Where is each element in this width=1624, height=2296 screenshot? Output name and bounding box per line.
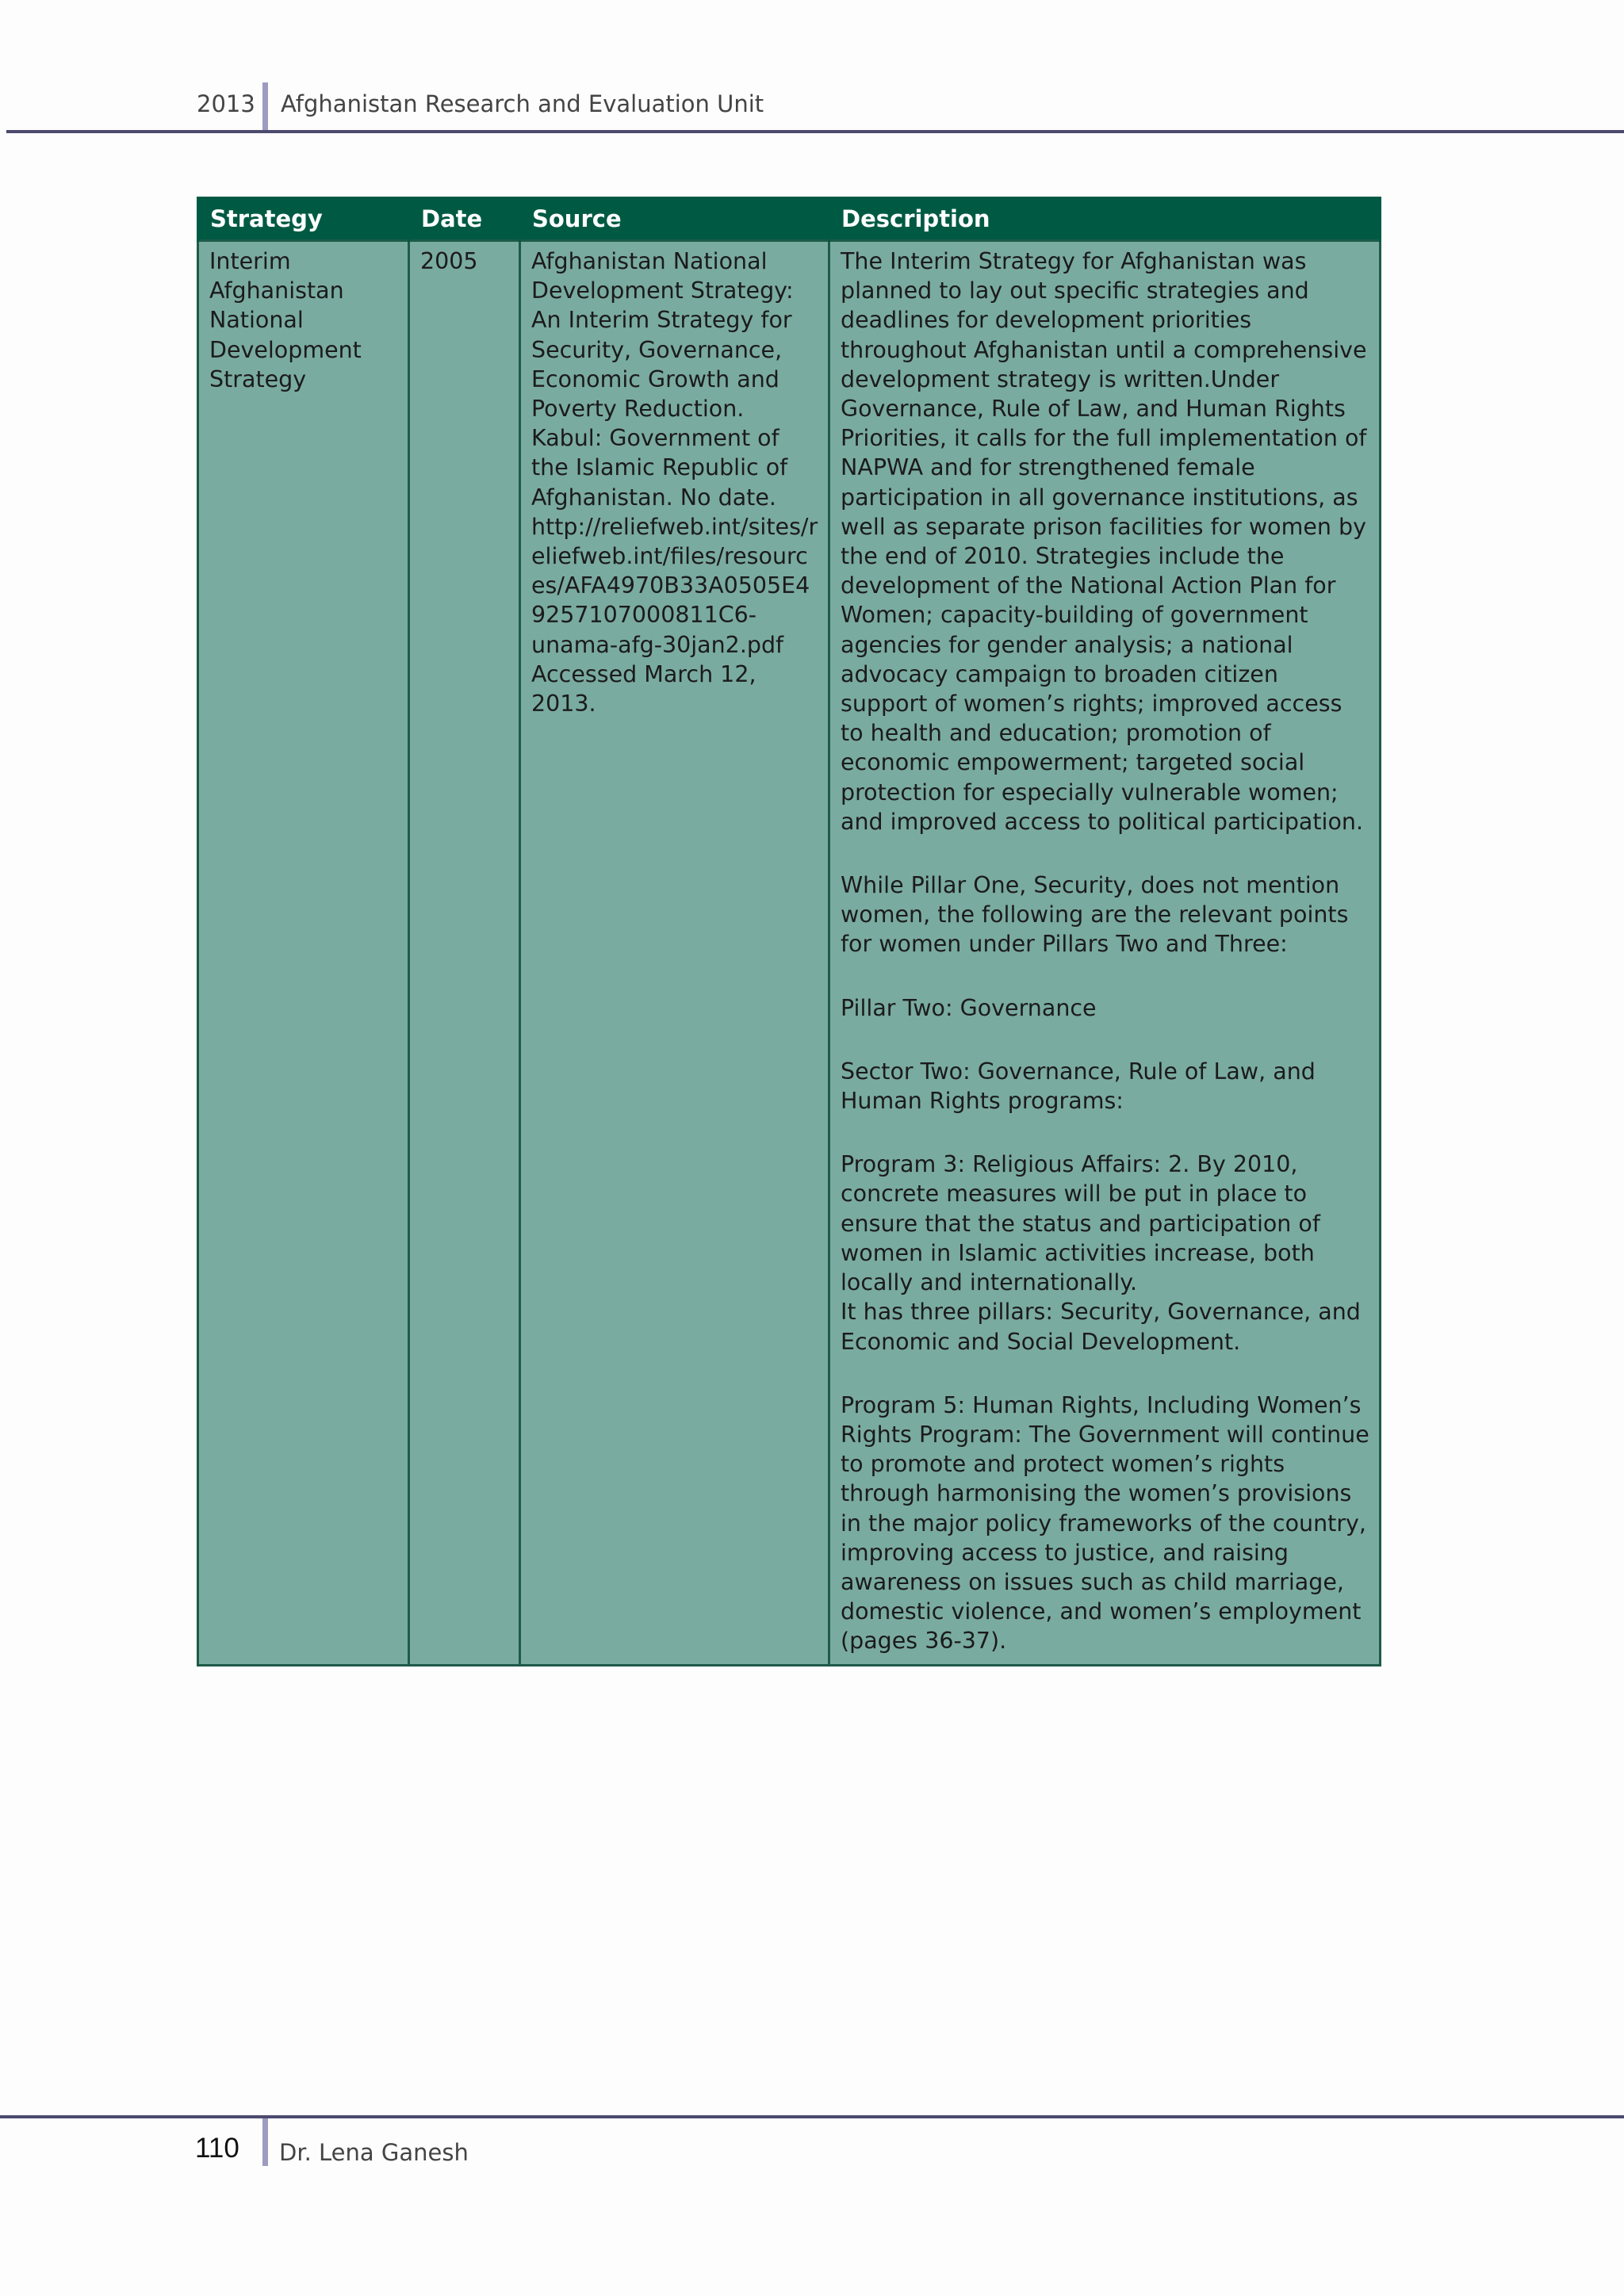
footer-divider xyxy=(262,2118,268,2166)
table-row xyxy=(198,241,1381,1666)
description-paragraph: It has three pillars: Security, Governance, and Economic and Social Development. xyxy=(841,1299,1361,1355)
table-header-row xyxy=(198,197,1381,241)
page-number: 110 xyxy=(195,2133,239,2164)
footer-rule xyxy=(0,2115,1624,2118)
column-header-source: Source xyxy=(520,197,829,241)
footer-author: Dr. Lena Ganesh xyxy=(279,2139,469,2166)
description-paragraph: Sector Two: Governance, Rule of Law, and Human Rights programs: xyxy=(841,1058,1316,1115)
column-header-date: Date xyxy=(409,197,520,241)
header-rule xyxy=(6,130,1624,133)
description-paragraph: The Interim Strategy for Afghanistan was planned to lay out specific strategies and deadlines for development priorities throughout Afghanistan until a comprehensive development strategy is written.Under Governance, Rule of Law, and Human Rights Priorities, it calls for the full implementation of NAPWA and for strengthened female participation in all governance institutions, as well as separate prison facilities for women by the end of 2010. Strategies include the development of the National Action Plan for Women; capacity-building of government agencies for gender analysis; a national advocacy campaign to broaden citizen support of women’s rights; improved access to health and education; promotion of economic empowerment; targeted social protection for especially vulnerable women; and improved access to political participation. xyxy=(841,248,1367,835)
description-paragraph: Program 5: Human Rights, Including Women’s Rights Program: The Government will continue to promote and protect women’s rights through harmonising the women’s provisions in the major policy frameworks of the country, improving access to justice, and raising awareness on issues such as child marriage, domestic violence, and women’s employment (pages 36-37). xyxy=(841,1391,1369,1655)
column-header-description: Description xyxy=(829,197,1381,241)
cell-source: Afghanistan National Development Strategy: An Interim Strategy for Security, Governance, Economic Growth and Poverty Reduction. Kabul: Government of the Islamic Republic of Afghanistan. No date. http://reliefweb.int/sites/reliefweb.int/files/resources/AFA4970B33A0505E49257107000811C6-unama-afg-30jan2.pdf Accessed March 12, 2013. xyxy=(520,241,829,1666)
strategy-table xyxy=(197,197,1381,1667)
header-year: 2013 xyxy=(197,90,255,117)
description-paragraph: While Pillar One, Security, does not mention women, the following are the relevant points for women under Pillars Two and Three: xyxy=(841,872,1349,958)
page-header xyxy=(0,0,1624,133)
description-paragraph: Program 3: Religious Affairs: 2. By 2010, concrete measures will be put in place to ensure that the status and participation of women in Islamic activities increase, both locally and internationally. xyxy=(841,1151,1320,1296)
column-header-strategy: Strategy xyxy=(198,197,409,241)
description-paragraph: Pillar Two: Governance xyxy=(841,994,1097,1021)
header-title: Afghanistan Research and Evaluation Unit xyxy=(281,90,764,117)
cell-date: 2005 xyxy=(409,241,520,1666)
cell-description xyxy=(829,241,1381,1666)
header-divider xyxy=(262,82,268,132)
cell-strategy: Interim Afghanistan National Development Strategy xyxy=(198,241,409,1666)
